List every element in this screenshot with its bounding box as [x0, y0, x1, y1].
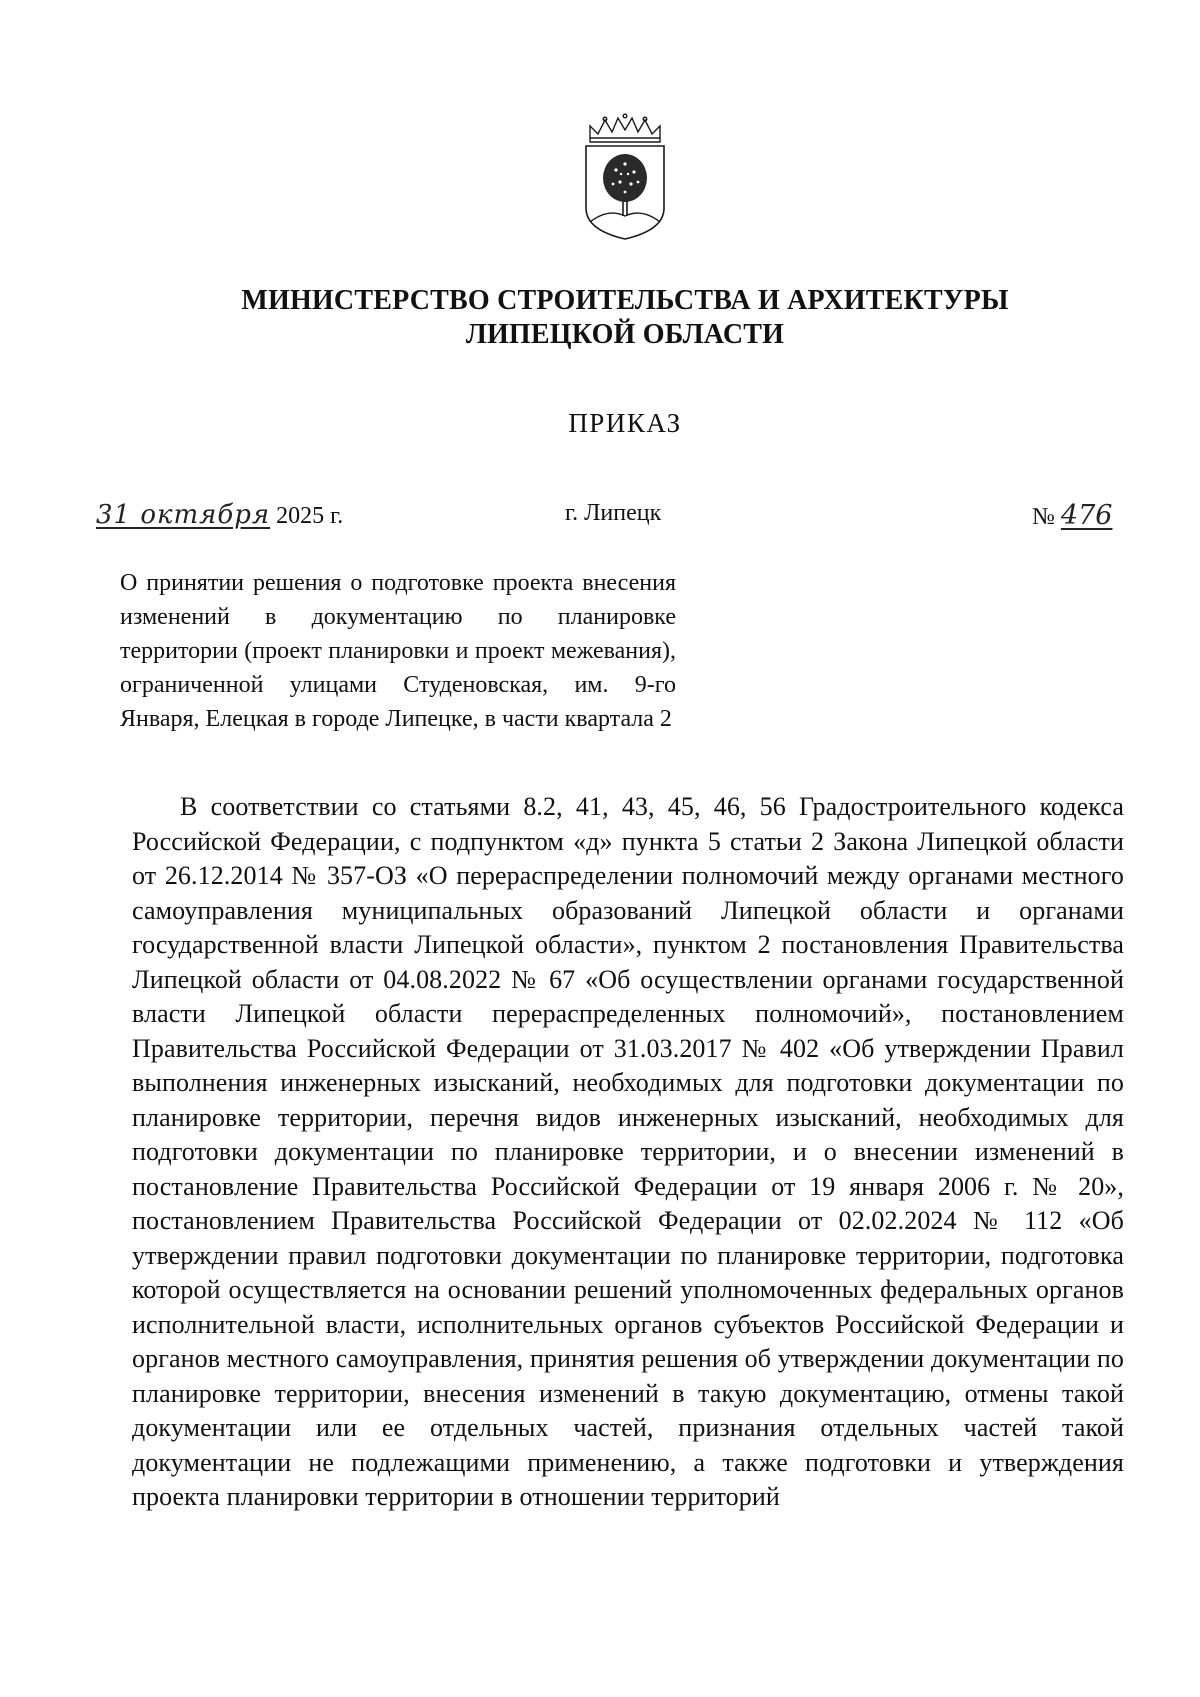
document-number	[1032, 500, 1112, 531]
document-city: г. Липецк	[565, 500, 662, 526]
number-prefix: №	[1032, 504, 1055, 530]
document-body-paragraph: В соответствии со статьями 8.2, 41, 43, 45, 46, 56 Градостроительного кодекса Российской Федерации, с подпунктом «д» пункта 5 статьи 2 Закона Липецкой области от 26.12.2014 № 357-ОЗ «О перераспределении полномочий между органами местного самоуправления муниципальных образований Липецкой области и органами государственной власти Липецкой области», пунктом 2 постановления Правительства Липецкой области от 04.08.2022 № 67 «Об осуществлении органами государственной власти Липецкой области перераспределенных полномочий», постановлением Правительства Российской Федерации от 31.03.2017 № 402 «Об утверждении Правил выполнения инженерных изысканий, необходимых для подготовки документации по планировке территории, перечня видов инженерных изысканий, необходимых для подготовки документации по планировке территории, и о внесении изменений в постановление Правительства Российской Федерации от 19 января 2006 г. № 20», постановлением Правительства Российской Федерации от 02.02.2024 № 112 «Об утверждении правил подготовки документации по планировке территории, подготовка которой осуществляется на основании решений уполномоченных федеральных органов исполнительной власти, исполнительных органов субъектов Российской Федерации и органов местного самоуправления, принятия решения об утверждении документации по планировке территории, внесения изменений в такую документацию, отмены такой документации или ее отдельных частей, признания отдельных частей такой документации не подлежащими применению, а также подготовки и утверждения проекта планировки территории в отношении территорий	[132, 792, 1124, 1511]
document-date	[96, 500, 343, 530]
handwritten-date: 31 октября	[96, 500, 271, 530]
document-subject: О принятии решения о подготовке проекта внесения изменений в документацию по планировке территории (проект планировки и проект межевания), ограниченной улицами Студеновская, им. 9-го Января, Елецкая в городе Липецке, в части квартала 2	[120, 570, 676, 732]
date-year: 2025 г.	[276, 503, 344, 529]
handwritten-number: 476	[1060, 500, 1113, 531]
ministry-title-line2: ЛИПЕЦКОЙ ОБЛАСТИ	[465, 319, 785, 350]
coat-of-arms-emblem	[578, 112, 672, 242]
ministry-title	[0, 284, 1200, 352]
document-type-heading: ПРИКАЗ	[568, 408, 682, 438]
ministry-title-line1: МИНИСТЕРСТВО СТРОИТЕЛЬСТВА И АРХИТЕКТУРЫ	[241, 285, 1009, 316]
document-meta-row	[0, 500, 1200, 544]
